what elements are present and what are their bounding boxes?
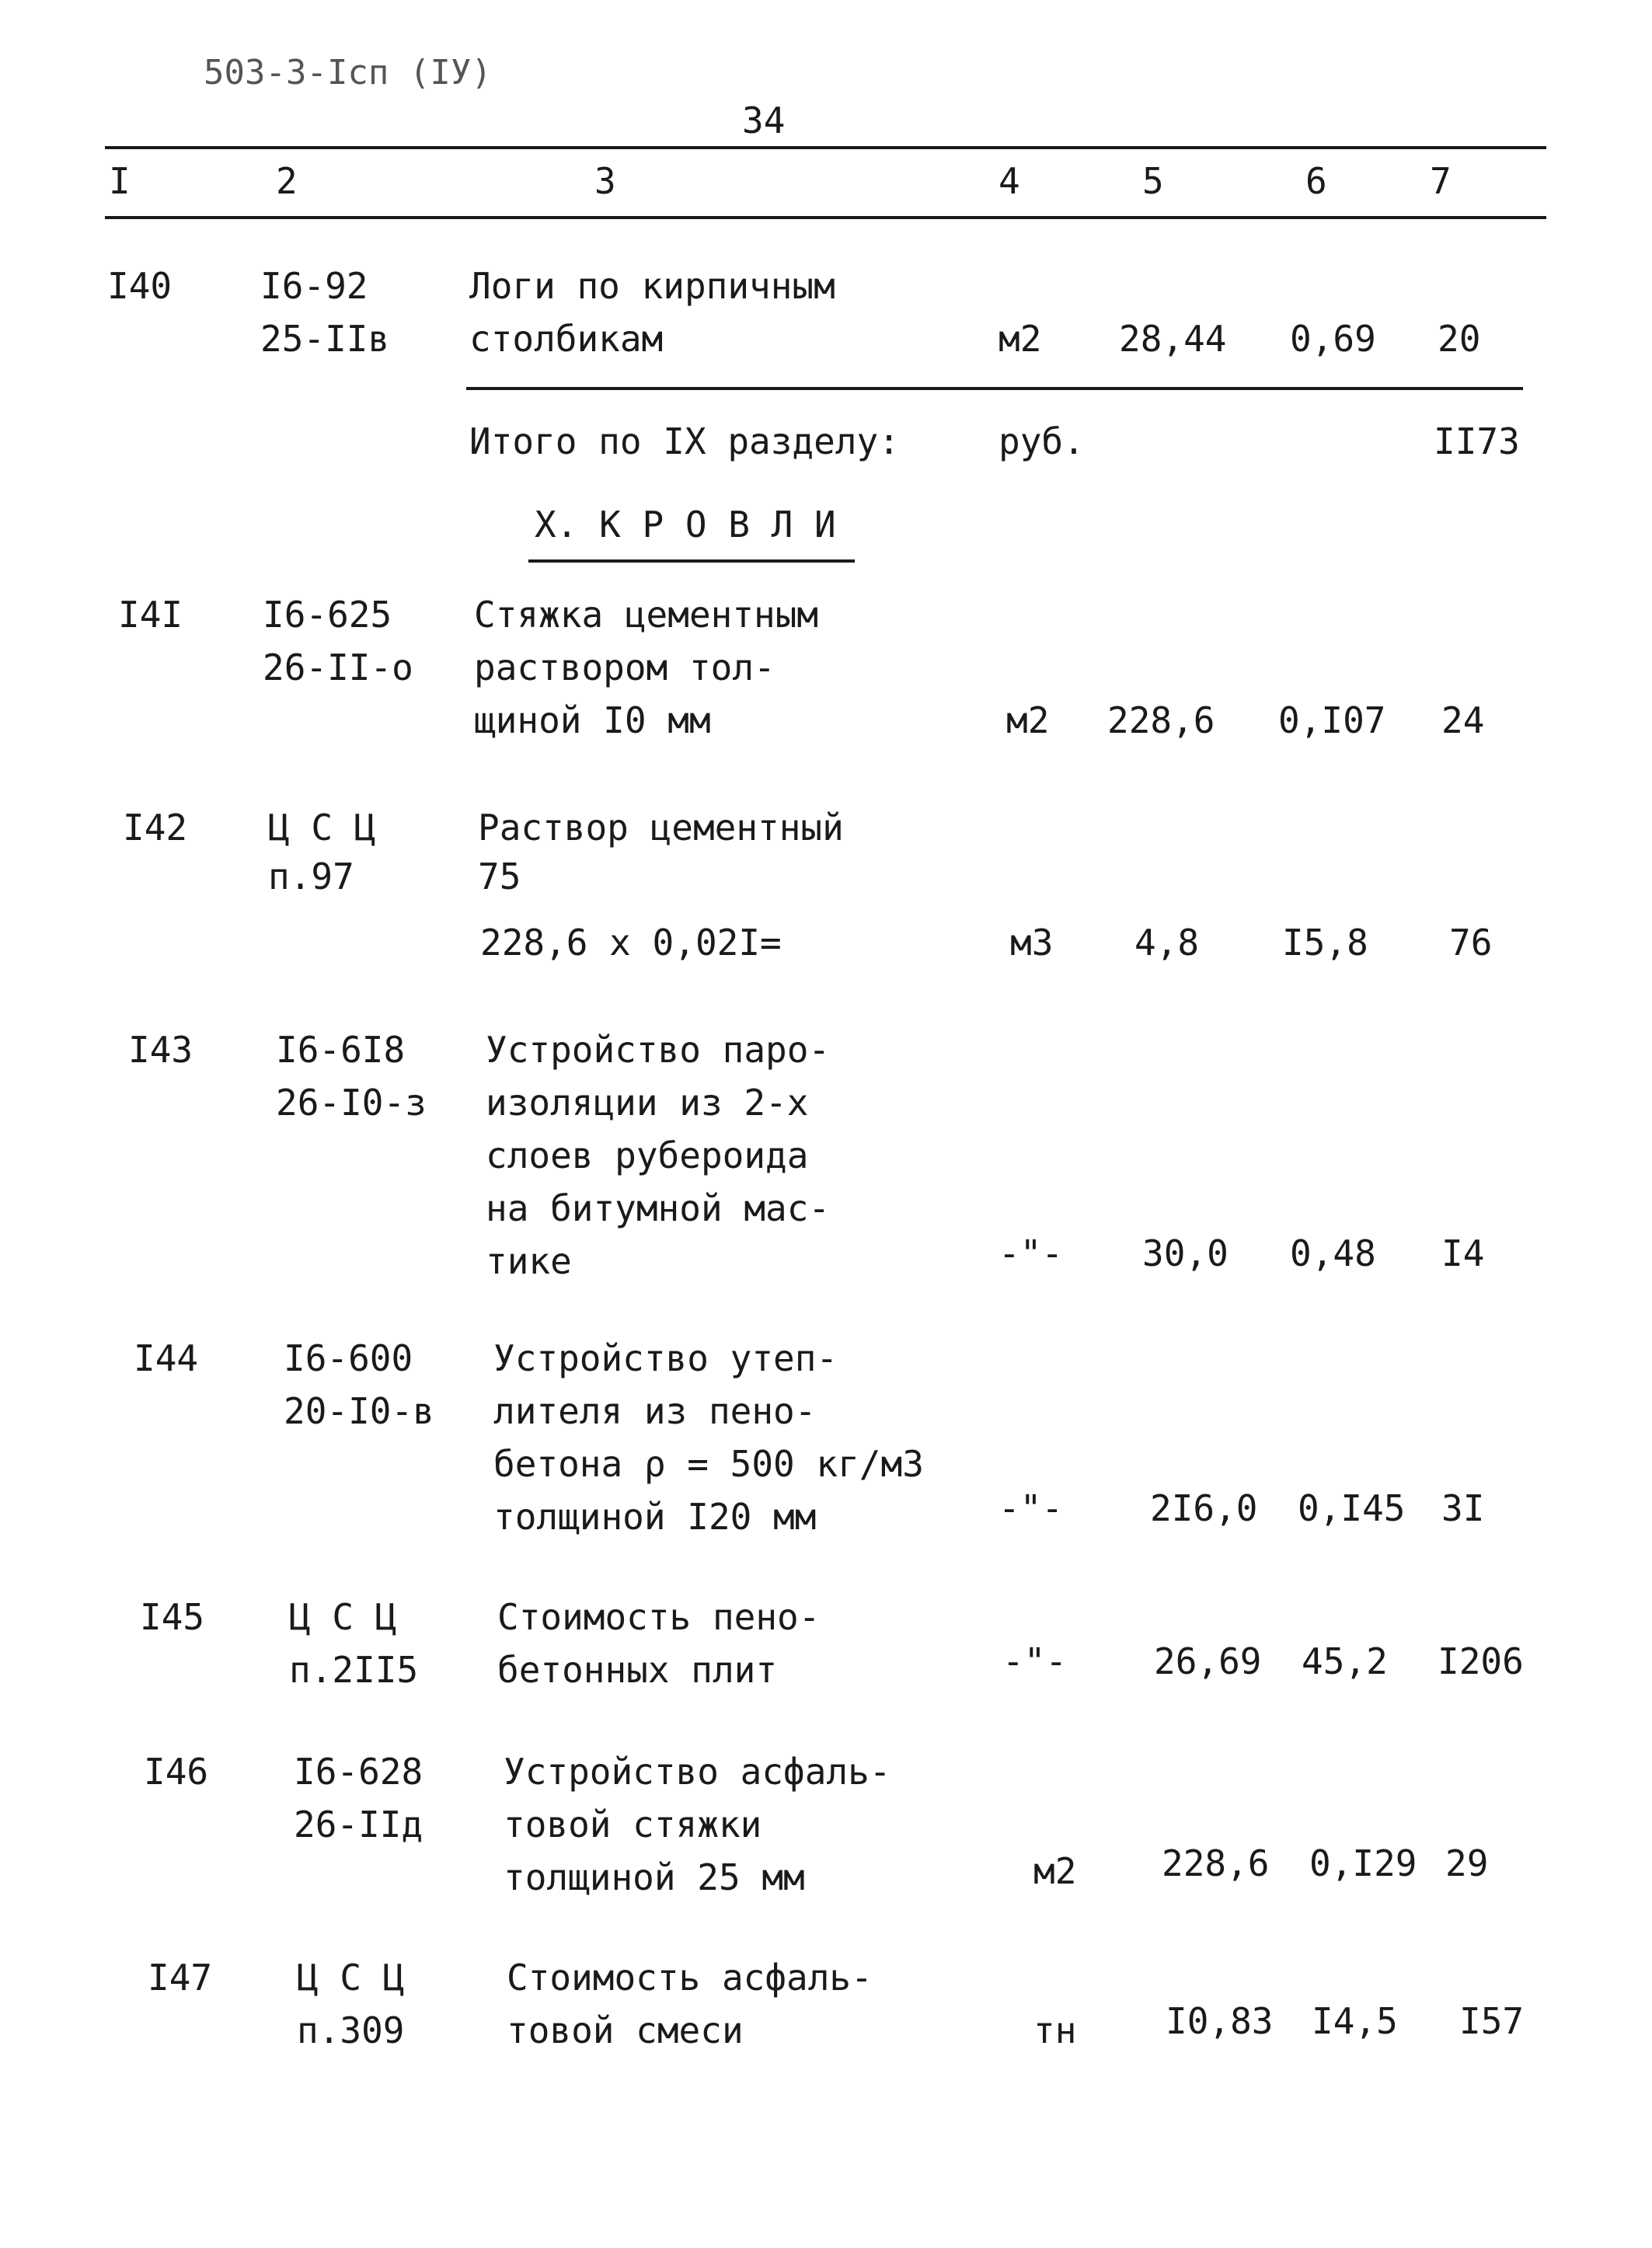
row-price: 0,I07 <box>1278 699 1386 741</box>
row-quantity: 30,0 <box>1142 1232 1229 1274</box>
row-description: столбикам <box>469 318 664 360</box>
row-code: I6-600 <box>284 1337 413 1379</box>
row-unit: -"- <box>999 1487 1064 1529</box>
row-code: 25-IIв <box>260 318 390 360</box>
header-bottom-rule <box>105 216 1546 219</box>
row-code: п.309 <box>297 2009 405 2051</box>
row-number: I45 <box>140 1596 205 1638</box>
row-total: I4 <box>1441 1232 1485 1274</box>
row-description: тике <box>486 1240 572 1282</box>
row-description: Стоимость асфаль- <box>507 1957 873 1999</box>
row-code: Ц С Ц <box>297 1957 405 1999</box>
row-description: Стяжка цементным <box>474 594 819 636</box>
column-header-5: 5 <box>1142 160 1164 202</box>
column-header-2: 2 <box>276 160 298 202</box>
row-code: Ц С Ц <box>268 807 376 849</box>
row-description: товой смеси <box>507 2009 744 2051</box>
row-number: I4I <box>118 594 183 636</box>
row-unit: м2 <box>999 318 1042 360</box>
row-code: п.2II5 <box>289 1649 419 1691</box>
row-number: I40 <box>107 265 173 307</box>
subtotal-total: II73 <box>1434 420 1520 462</box>
row-description: слоев рубероида <box>486 1134 809 1176</box>
row-price: I5,8 <box>1282 922 1368 964</box>
row-code: п.97 <box>268 856 354 897</box>
row-price: 0,I29 <box>1309 1842 1417 1884</box>
subtotal-rule <box>466 387 1523 390</box>
row-quantity: 228,6 <box>1107 699 1215 741</box>
row-unit: м2 <box>1033 1850 1077 1892</box>
row-code: 26-I0-з <box>276 1082 427 1124</box>
row-code: I6-6I8 <box>276 1029 406 1071</box>
row-quantity: 228,6 <box>1162 1842 1270 1884</box>
subtotal-label: Итого по IX разделу: <box>469 420 900 462</box>
row-unit: -"- <box>1002 1640 1068 1682</box>
row-quantity: 28,44 <box>1119 318 1227 360</box>
row-quantity: 2I6,0 <box>1150 1487 1258 1529</box>
row-description: толщиной 25 мм <box>504 1856 805 1898</box>
row-total: 29 <box>1445 1842 1489 1884</box>
row-code: 26-II-о <box>263 647 413 688</box>
row-number: I47 <box>148 1957 213 1999</box>
row-description: 75 <box>478 856 521 897</box>
row-quantity: 4,8 <box>1134 922 1200 964</box>
row-description: товой стяжки <box>504 1804 762 1845</box>
row-number: I44 <box>134 1337 199 1379</box>
row-description: Устройство утеп- <box>493 1337 838 1379</box>
row-number: I43 <box>128 1029 193 1071</box>
row-code: I6-628 <box>294 1751 423 1793</box>
column-header-1: I <box>109 160 131 202</box>
row-price: 45,2 <box>1302 1640 1388 1682</box>
row-description: щиной I0 мм <box>474 699 711 741</box>
row-price: 0,I45 <box>1298 1487 1406 1529</box>
row-description: бетонных плит <box>497 1649 778 1691</box>
row-description: Логи по кирпичным <box>469 265 835 307</box>
row-code: I6-625 <box>263 594 392 636</box>
row-total: 20 <box>1438 318 1481 360</box>
row-description: Устройство паро- <box>486 1029 831 1071</box>
column-header-7: 7 <box>1430 160 1452 202</box>
subtotal-unit: руб. <box>999 420 1085 462</box>
row-price: I4,5 <box>1312 2000 1398 2042</box>
row-description: Устройство асфаль- <box>504 1751 891 1793</box>
section-title-underline <box>528 559 855 563</box>
row-total: 76 <box>1449 922 1493 964</box>
column-header-4: 4 <box>999 160 1020 202</box>
row-number: I42 <box>123 807 188 849</box>
row-price: 0,69 <box>1290 318 1376 360</box>
row-unit: -"- <box>999 1232 1064 1274</box>
row-description: бетона ρ = 500 кг/м3 <box>493 1443 924 1485</box>
section-title: X. К Р О В Л И <box>535 504 836 545</box>
row-description: раствором тол- <box>474 647 775 688</box>
row-unit: м3 <box>1010 922 1054 964</box>
row-quantity: I0,83 <box>1166 2000 1274 2042</box>
row-unit: тн <box>1033 2009 1077 2051</box>
document-code: 503-3-Iсп (IУ) <box>204 53 492 92</box>
row-description: 228,6 х 0,02I= <box>480 922 782 964</box>
row-code: Ц С Ц <box>289 1596 397 1638</box>
row-code: 20-I0-в <box>284 1390 434 1432</box>
row-unit: м2 <box>1006 699 1050 741</box>
row-description: на битумной мас- <box>486 1187 831 1229</box>
row-description: изоляции из 2-х <box>486 1082 809 1124</box>
row-code: 26-IIд <box>294 1804 423 1845</box>
row-description: толщиной I20 мм <box>493 1496 817 1538</box>
page-number: 34 <box>742 99 786 141</box>
table-top-rule <box>105 146 1546 149</box>
column-header-6: 6 <box>1305 160 1327 202</box>
row-description: Стоимость пено- <box>497 1596 821 1638</box>
row-number: I46 <box>144 1751 209 1793</box>
row-total: 3I <box>1441 1487 1485 1529</box>
row-description: Раствор цементный <box>478 807 844 849</box>
row-total: I206 <box>1438 1640 1524 1682</box>
column-header-3: 3 <box>594 160 616 202</box>
row-code: I6-92 <box>260 265 368 307</box>
row-price: 0,48 <box>1290 1232 1376 1274</box>
row-total: 24 <box>1441 699 1485 741</box>
row-total: I57 <box>1459 2000 1525 2042</box>
row-quantity: 26,69 <box>1154 1640 1262 1682</box>
row-description: лителя из пено- <box>493 1390 817 1432</box>
